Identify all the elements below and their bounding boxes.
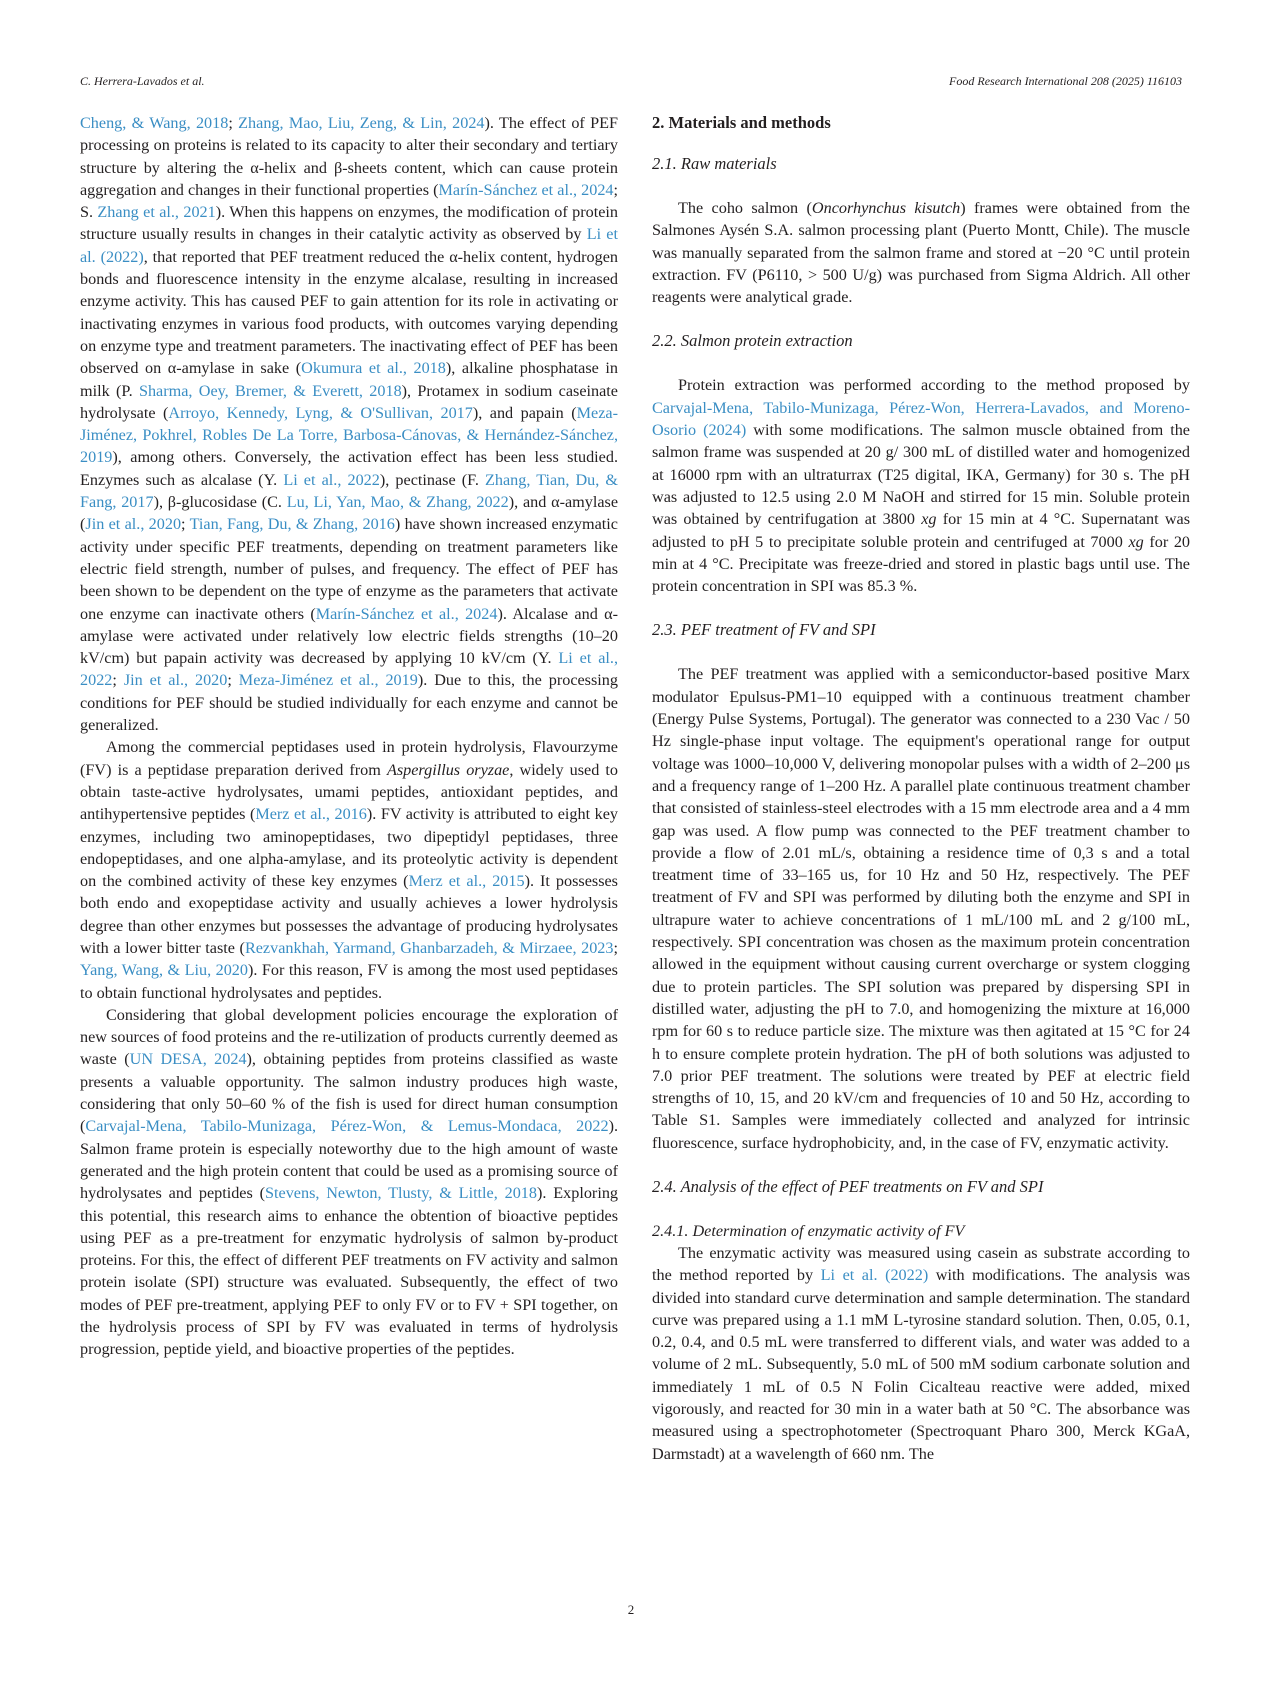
citation-link[interactable]: Marín-Sánchez et al., 2024 <box>438 180 614 199</box>
citation-link[interactable]: Arroyo, Kennedy, Lyng, & O'Sullivan, 2017 <box>168 403 473 422</box>
citation-link[interactable]: Carvajal-Mena, Tabilo-Munizaga, Pérez-Won, Herrera-Lavados, and Moreno-Osorio (2024) <box>652 398 1190 440</box>
citation-link[interactable]: Cheng, & Wang, 2018 <box>80 114 229 132</box>
pef-treatment-paragraph: The PEF treatment was applied with a semiconductor-based positive Marx modulator Epulsus-PM1–10 equipped with a continuous treatment chamber (Energy Pulse Systems, Portugal). The generator was connected to a 230 Vac / 50 Hz single-phase input voltage. The equipment's operational range for output voltage was 1000–10,000 V, delivering monopolar pulses with a width of 2–200 μs and a frequency range of 1–200 Hz. A parallel plate continuous treatment chamber that consisted of stainless-steel electrodes with a 15 mm electrode area and a 4 mm gap was used. A flow pump was connected to the PEF treatment chamber to provide a flow of 2.01 mL/s, obtaining a residence time of 0,3 s and a total treatment time of 33–165 us, for 10 Hz and 50 Hz, respectively. The PEF treatment of FV and SPI was performed by diluting both the enzyme and SPI in ultrapure water to achieve concentrations of 1 mL/100 mL and 2 g/100 mL, respectively. SPI concentration was chosen as the maximum protein concentration allowed in the equipment without causing current overcharge or system clogging due to protein particles. The SPI solution was prepared by dispersing SPI in distilled water, adjusting the pH to 7.0, and homogenizing the mixture at 16,000 rpm for 60 s to reduce particle size. The mixture was then agitated at 15 °C for 24 h to ensure complete protein hydration. The pH of both solutions was adjusted to 7.0 prior PEF treatment. The solutions were treated by PEF at electric field strengths of 10, 15, and 20 kV/cm and frequencies of 10 and 50 Hz, according to Table S1. Samples were immediately collected and analyzed for intrinsic fluorescence, surface hydrophobicity, and, in the case of FV, enzymatic activity. <box>652 665 1190 1152</box>
citation-link[interactable]: Jin et al., 2020 <box>85 515 182 534</box>
running-head-journal: Food Research International 208 (2025) 116103 <box>949 74 1182 88</box>
protein-extraction-paragraph: Protein extraction was performed according to the method proposed by Carvajal-Mena, Tabilo-Munizaga, Pérez-Won, Herrera-Lavados, and Moreno-Osorio (2024) with some modifications. The salmon muscle obtained from the salmon frame was suspended at 20 g/ 300 mL of distilled water and homogenized at 16000 rpm with an ultraturrax (T25 digital, IKA, Germany) for 30 s. The pH was adjusted to 12.5 using 2.0 M NaOH and stirred for 15 min. Soluble protein was obtained by centrifugation at 3800 xg for 15 min at 4 °C. Supernatant was adjusted to pH 5 to precipitate soluble protein and centrifuged at 7000 xg for 20 min at 4 °C. Precipitate was freeze-dried and stored in plastic bags until use. The protein concentration in SPI was 85.3 %. <box>652 376 1191 596</box>
species-name: Aspergillus oryzae <box>386 760 510 779</box>
citation-link[interactable]: Okumura et al., 2018 <box>301 359 446 378</box>
citation-link[interactable]: UN DESA, 2024 <box>129 1050 247 1069</box>
citation-link[interactable]: Marín-Sánchez et al., 2024 <box>315 604 498 623</box>
citation-link[interactable]: Zhang, Mao, Liu, Zeng, & Lin, 2024 <box>238 114 485 132</box>
raw-materials-paragraph: The coho salmon (Oncorhynchus kisutch) frames were obtained from the Salmones Aysén S.A. salmon processing plant (Puerto Montt, Chile). The muscle was manually separated from the salmon frame and stored at −20 °C until protein extraction. FV (P6110, > 500 U/g) was purchased from Sigma Aldrich. All other reagents were analytical grade. <box>652 199 1190 307</box>
intro-paragraph-2: Among the commercial peptidases used in protein hydrolysis, Flavourzyme (FV) is a peptidase preparation derived from Aspergillus oryzae, widely used to obtain taste-active hydrolysates, umami peptides, antioxidant peptides, and antihypertensive peptides (Merz et al., 2016). FV activity is attributed to eight key enzymes, including two aminopeptidases, two dipeptidyl peptidases, three endopeptidases, and one alpha-amylase, and its proteolytic activity is dependent on the combined activity of these key enzymes (Merz et al., 2015). It possesses both endo and exopeptidase activity and usually achieves a lower hydrolysis degree than other enzymes but possesses the advantage of producing hydrolysates with a lower bitter taste (Rezvankhah, Yarmand, Ghanbarzadeh, & Mirzaee, 2023; Yang, Wang, & Liu, 2020). For this reason, FV is among the most used peptidases to obtain functional hydrolysates and peptides. <box>80 738 619 1002</box>
species-name: Oncorhynchus kisutch <box>811 199 961 217</box>
enzymatic-activity-paragraph: The enzymatic activity was measured using casein as substrate according to the method reported by Li et al. (2022) with modifications. The analysis was divided into standard curve determination and sample determination. The standard curve was prepared using a 1.1 mM L-tyrosine standard solution. Then, 0.05, 0.1, 0.2, 0.4, and 0.5 mL were transferred to different vials, and water was added to a volume of 2 mL. Subsequently, 5.0 mL of 500 mM sodium carbonate solution and immediately 1 mL of 0.5 N Folin Cicalteau reactive were added, mixed vigorously, and reacted for 30 min in a water bath at 50 °C. The absorbance was measured using a spectrophotometer (Spectroquant Pharo 300, Merck KGaA, Darmstadt) at a wavelength of 660 nm. The <box>652 1243 1191 1463</box>
citation-link[interactable]: Li et al. (2022) <box>820 1266 929 1285</box>
citation-link[interactable]: Yang, Wang, & Liu, 2020 <box>80 961 248 980</box>
page-number: 2 <box>627 1602 635 1617</box>
citation-link[interactable]: Zhang et al., 2021 <box>97 203 216 222</box>
citation-link[interactable]: Merz et al., 2016 <box>255 805 367 824</box>
citation-link[interactable]: Sharma, Oey, Bremer, & Everett, 2018 <box>138 381 402 400</box>
citation-link[interactable]: Li et al., 2022 <box>283 470 380 489</box>
left-column <box>80 112 618 1361</box>
right-column <box>652 112 1190 1465</box>
running-head-authors: C. Herrera-Lavados et al. <box>80 74 205 88</box>
citation-link[interactable]: Meza-Jiménez et al., 2019 <box>238 671 418 690</box>
subsection-heading-pef-analysis: 2.4. Analysis of the effect of PEF treatments on FV and SPI <box>652 1176 1044 1196</box>
citation-link[interactable]: Meza-Jiménez, Pokhrel, Robles De La Torre, Barbosa-Cánovas, & Hernández-Sánchez, 2019 <box>80 403 618 467</box>
citation-link[interactable]: Li et al., 2022 <box>80 649 618 690</box>
intro-paragraph-1: Cheng, & Wang, 2018; Zhang, Mao, Liu, Zeng, & Lin, 2024). The effect of PEF processing on proteins is related to its capacity to alter their secondary and tertiary structure by altering the α-helix and β-sheets content, which can cause protein aggregation and changes in their functional properties (Marín-Sánchez et al., 2024; S. Zhang et al., 2021). When this happens on enzymes, the modification of protein structure usually results in changes in their catalytic activity as observed by Li et al. (2022), that reported that PEF treatment reduced the α-helix content, hydrogen bonds and fluorescence intensity in the enzyme alcalase, resulting in increased enzyme activity. This has caused PEF to gain attention for its role in activating or inactivating enzymes in various food products, with outcomes varying depending on enzyme type and treatment parameters. The inactivating effect of PEF has been observed on α-amylase in sake (Okumura et al., 2018), alkaline phosphatase in milk (P. Sharma, Oey, Bremer, & Everett, 2018), Protamex in sodium caseinate hydrolysate (Arroyo, Kennedy, Lyng, & O'Sullivan, 2017), and papain (Meza-Jiménez, Pokhrel, Robles De La Torre, Barbosa-Cánovas, & Hernández-Sánchez, 2019), among others. Conversely, the activation effect has been less studied. Enzymes such as alcalase (Y. Li et al., 2022), pectinase (F. Zhang, Tian, Du, & Fang, 2017), β-glucosidase (C. Lu, Li, Yan, Mao, & Zhang, 2022), and α-amylase (Jin et al., 2020; Tian, Fang, Du, & Zhang, 2016) have shown increased enzymatic activity under specific PEF treatments, depending on treatment parameters like electric field strength, number of pulses, and frequency. The effect of PEF has been shown to be dependent on the type of enzyme as the parameters that activate one enzyme can inactivate others (Marín-Sánchez et al., 2024). Alcalase and α-amylase were activated under relatively low electric fields strengths (10–20 kV/cm) but papain activity was decreased by applying 10 kV/cm (Y. Li et al., 2022; Jin et al., 2020; Meza-Jiménez et al., 2019). Due to this, the processing conditions for PEF should be studied individually for each enzyme and cannot be generalized. <box>80 114 619 735</box>
subsection-heading-pef-treatment: 2.3. PEF treatment of FV and SPI <box>652 620 876 640</box>
citation-link[interactable]: Carvajal-Mena, Tabilo-Munizaga, Pérez-Won, & Lemus-Mondaca, 2022 <box>85 1117 609 1136</box>
running-header <box>80 74 1182 92</box>
citation-link[interactable]: Zhang, Tian, Du, & Fang, 2017 <box>80 470 619 512</box>
citation-link[interactable]: Stevens, Newton, Tlusty, & Little, 2018 <box>265 1184 537 1203</box>
section-heading-materials-methods: 2. Materials and methods <box>652 113 831 132</box>
citation-link[interactable]: Tian, Fang, Du, & Zhang, 2016 <box>189 515 395 534</box>
citation-link[interactable]: Li et al. (2022) <box>80 225 618 266</box>
subsection-heading-raw-materials: 2.1. Raw materials <box>652 154 777 173</box>
citation-link[interactable]: Rezvankhah, Yarmand, Ghanbarzadeh, & Mirzaee, 2023 <box>244 938 614 957</box>
citation-link[interactable]: Jin et al., 2020 <box>123 671 228 690</box>
subsection-heading-protein-extraction: 2.2. Salmon protein extraction <box>652 331 853 351</box>
subsubsection-heading-enzymatic-activity: 2.4.1. Determination of enzymatic activity of FV <box>652 1221 965 1240</box>
citation-link[interactable]: Lu, Li, Yan, Mao, & Zhang, 2022 <box>286 493 509 512</box>
citation-link[interactable]: Merz et al., 2015 <box>408 872 525 891</box>
intro-paragraph-3: Considering that global development policies encourage the exploration of new sources of food proteins and the re-utilization of products currently deemed as waste (UN DESA, 2024), obtaining peptides from proteins classified as waste presents a valuable opportunity. The salmon industry produces high waste, considering that only 50–60 % of the fish is used for direct human consumption (Carvajal-Mena, Tabilo-Munizaga, Pérez-Won, & Lemus-Mondaca, 2022). Salmon frame protein is especially noteworthy due to the high amount of waste generated and the high protein content that could be used as a promising source of hydrolysates and peptides (Stevens, Newton, Tlusty, & Little, 2018). Exploring this potential, this research aims to enhance the obtention of bioactive peptides using PEF as a pre-treatment for enzymatic hydrolysis of salmon by-product proteins. For this, the effect of different PEF treatments on FV activity and salmon protein isolate (SPI) structure was evaluated. Subsequently, the effect of two modes of PEF pre-treatment, applying PEF to only FV or to FV + SPI together, on the hydrolysis process of SPI by FV was evaluated in terms of hydrolysis progression, peptide yield, and bioactive properties of the peptides. <box>80 1005 619 1359</box>
